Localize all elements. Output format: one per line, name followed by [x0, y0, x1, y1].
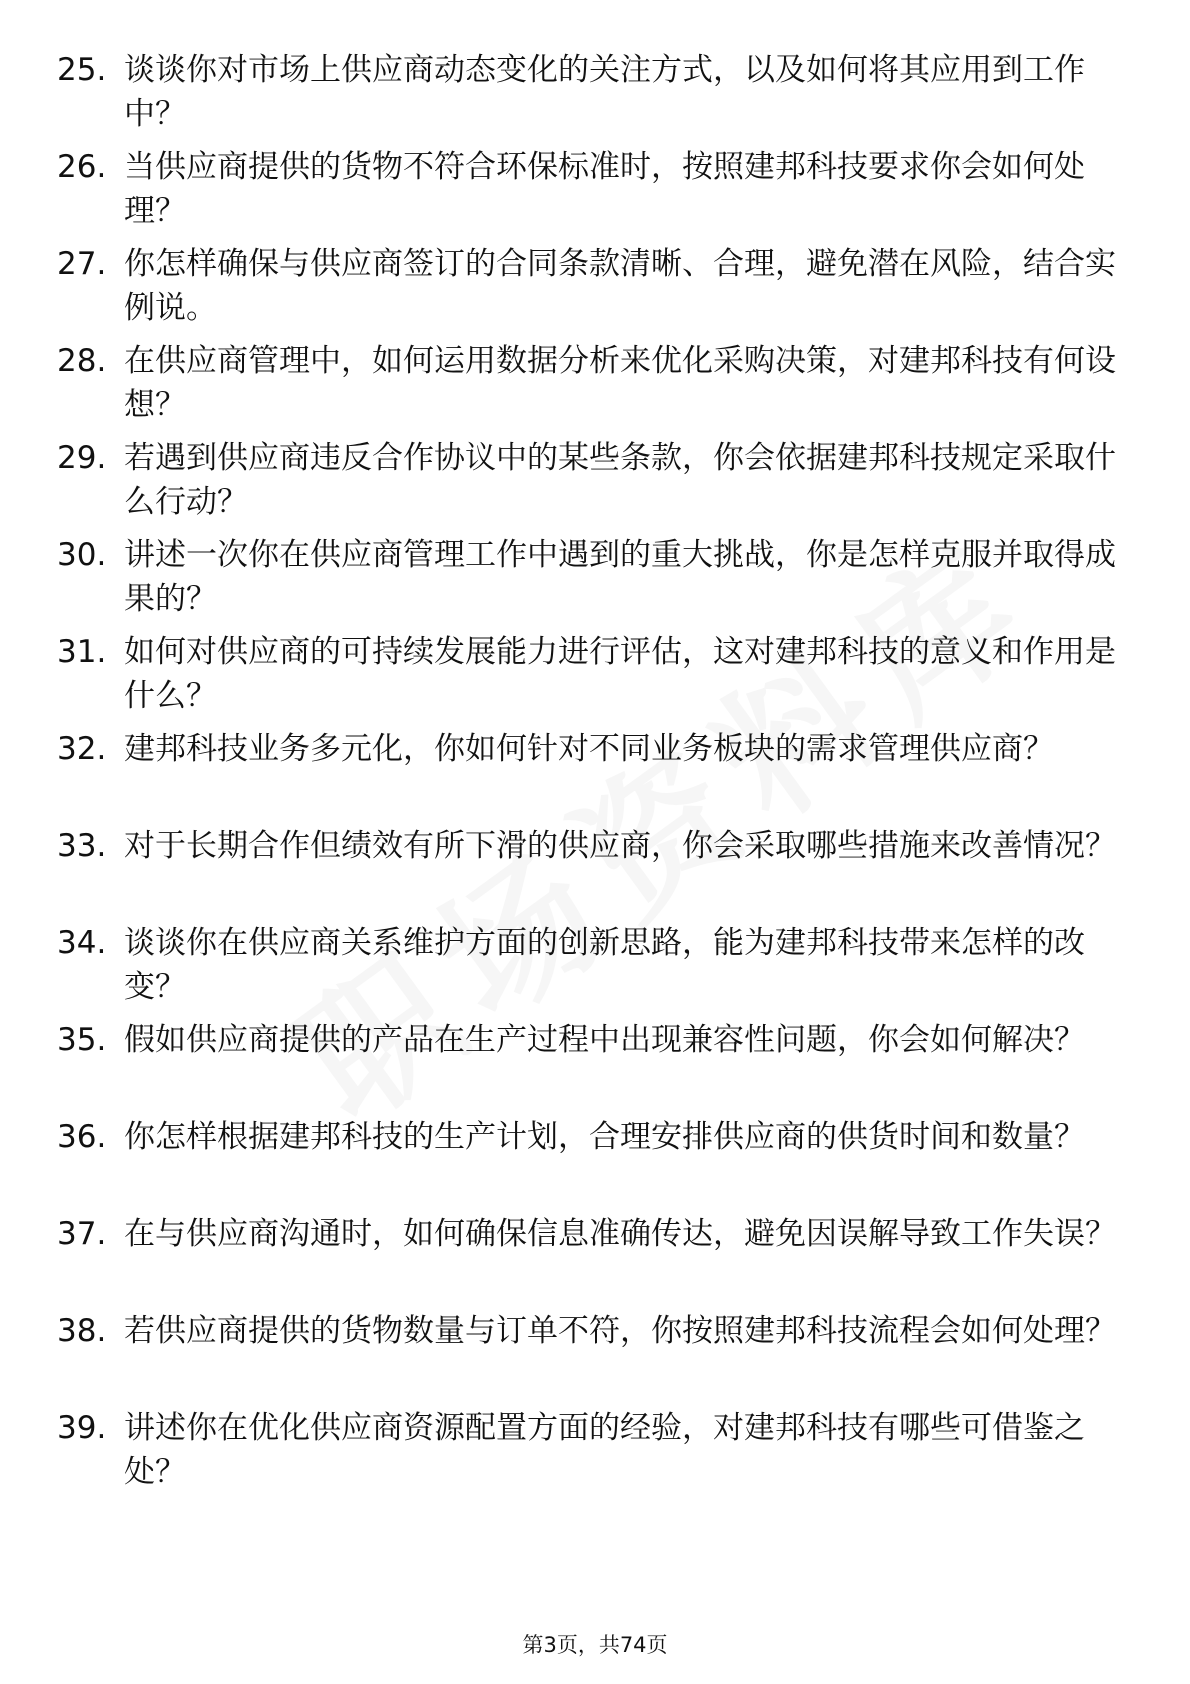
question-item [57, 436, 1117, 533]
question-number: 39. [57, 1410, 107, 1446]
question-text: 你怎样根据建邦科技的生产计划，合理安排供应商的供货时间和数量？ [124, 1119, 1085, 1155]
question-text: 当供应商提供的货物不符合环保标准时，按照建邦科技要求你会如何处理？ [124, 149, 1085, 229]
question-text: 谈谈你对市场上供应商动态变化的关注方式，以及如何将其应用到工作中？ [124, 52, 1085, 132]
question-item [57, 48, 1117, 145]
question-text: 对于长期合作但绩效有所下滑的供应商，你会采取哪些措施来改善情况？ [124, 828, 1116, 864]
question-number: 30. [57, 537, 107, 573]
question-item [57, 1115, 1117, 1212]
question-number: 35. [57, 1022, 107, 1058]
question-number: 34. [57, 925, 107, 961]
question-text: 讲述一次你在供应商管理工作中遇到的重大挑战，你是怎样克服并取得成果的？ [124, 537, 1116, 617]
question-text: 若遇到供应商违反合作协议中的某些条款，你会依据建邦科技规定采取什么行动？ [124, 440, 1116, 520]
question-number: 25. [57, 52, 107, 88]
question-item [57, 145, 1117, 242]
question-number: 31. [57, 634, 107, 670]
question-item [57, 1212, 1117, 1309]
question-item [57, 1309, 1117, 1406]
question-item [57, 630, 1117, 727]
question-item [57, 242, 1117, 339]
question-text: 谈谈你在供应商关系维护方面的创新思路，能为建邦科技带来怎样的改变？ [124, 925, 1085, 1005]
question-item [57, 1406, 1117, 1503]
question-list [57, 48, 1117, 1503]
question-text: 在供应商管理中，如何运用数据分析来优化采购决策，对建邦科技有何设想？ [124, 343, 1116, 423]
question-item [57, 533, 1117, 630]
question-number: 32. [57, 731, 107, 767]
question-item [57, 921, 1117, 1018]
question-item [57, 1018, 1117, 1115]
question-text: 讲述你在优化供应商资源配置方面的经验，对建邦科技有哪些可借鉴之处？ [124, 1410, 1085, 1490]
question-item [57, 727, 1117, 824]
question-text: 你怎样确保与供应商签订的合同条款清晰、合理，避免潜在风险，结合实例说。 [124, 246, 1116, 326]
question-number: 38. [57, 1313, 107, 1349]
question-text: 如何对供应商的可持续发展能力进行评估，这对建邦科技的意义和作用是什么？ [124, 634, 1116, 714]
question-number: 28. [57, 343, 107, 379]
question-item [57, 824, 1117, 921]
question-text: 若供应商提供的货物数量与订单不符，你按照建邦科技流程会如何处理？ [124, 1313, 1116, 1349]
question-item [57, 339, 1117, 436]
question-text: 建邦科技业务多元化，你如何针对不同业务板块的需求管理供应商？ [124, 731, 1054, 767]
question-number: 37. [57, 1216, 107, 1252]
question-number: 27. [57, 246, 107, 282]
question-number: 26. [57, 149, 107, 185]
page-footer: 第3页，共74页 [522, 1633, 668, 1657]
question-number: 33. [57, 828, 107, 864]
question-number: 29. [57, 440, 107, 476]
question-text: 假如供应商提供的产品在生产过程中出现兼容性问题，你会如何解决？ [124, 1022, 1085, 1058]
question-text: 在与供应商沟通时，如何确保信息准确传达，避免因误解导致工作失误？ [124, 1216, 1116, 1252]
question-number: 36. [57, 1119, 107, 1155]
